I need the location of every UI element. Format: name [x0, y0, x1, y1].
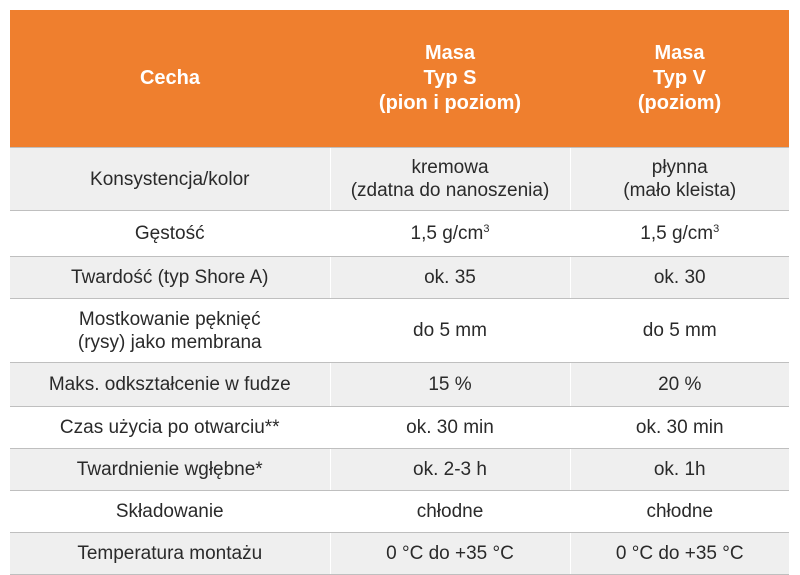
typ-v-cell: 0 °C do +35 °C	[570, 533, 789, 575]
feature-cell: Twardnienie wgłębne*	[10, 449, 330, 491]
header-feature: Cecha	[10, 10, 330, 148]
table-row	[10, 491, 789, 533]
typ-v-cell: ok. 30 min	[570, 407, 789, 449]
table-row	[10, 299, 789, 363]
table-row	[10, 407, 789, 449]
typ-v-cell: do 5 mm	[570, 299, 789, 363]
typ-s-cell: ok. 30 min	[330, 407, 570, 449]
typ-s-cell: do 5 mm	[330, 299, 570, 363]
feature-cell: Konsystencja/kolor	[10, 148, 330, 211]
header-typ-s: Masa Typ S (pion i poziom)	[330, 10, 570, 148]
feature-cell: Czas użycia po otwarciu**	[10, 407, 330, 449]
feature-cell: Mostkowanie pęknięć (rysy) jako membrana	[10, 299, 330, 363]
typ-s-cell: chłodne	[330, 491, 570, 533]
typ-s-cell: ok. 35	[330, 257, 570, 299]
typ-s-cell: 1,5 $g/cm^3$	[330, 211, 570, 257]
properties-table	[10, 10, 789, 575]
feature-cell: Temperatura montażu	[10, 533, 330, 575]
table-row	[10, 211, 789, 257]
table-header-row	[10, 10, 789, 148]
table-row	[10, 148, 789, 211]
table-row	[10, 533, 789, 575]
typ-v-cell: ok. 30	[570, 257, 789, 299]
typ-v-cell: 20 %	[570, 363, 789, 407]
typ-v-cell: chłodne	[570, 491, 789, 533]
properties-table-container	[10, 10, 789, 575]
table-row	[10, 449, 789, 491]
feature-cell: Gęstość	[10, 211, 330, 257]
typ-v-cell: 1,5 $g/cm^3$	[570, 211, 789, 257]
feature-cell: Składowanie	[10, 491, 330, 533]
table-row	[10, 257, 789, 299]
typ-s-cell: 0 °C do +35 °C	[330, 533, 570, 575]
typ-v-cell: ok. 1h	[570, 449, 789, 491]
feature-cell: Twardość (typ Shore A)	[10, 257, 330, 299]
typ-v-cell: płynna (mało kleista)	[570, 148, 789, 211]
typ-s-cell: kremowa (zdatna do nanoszenia)	[330, 148, 570, 211]
header-typ-v: Masa Typ V (poziom)	[570, 10, 789, 148]
feature-cell: Maks. odkształcenie w fudze	[10, 363, 330, 407]
typ-s-cell: ok. 2-3 h	[330, 449, 570, 491]
typ-s-cell: 15 %	[330, 363, 570, 407]
table-row	[10, 363, 789, 407]
